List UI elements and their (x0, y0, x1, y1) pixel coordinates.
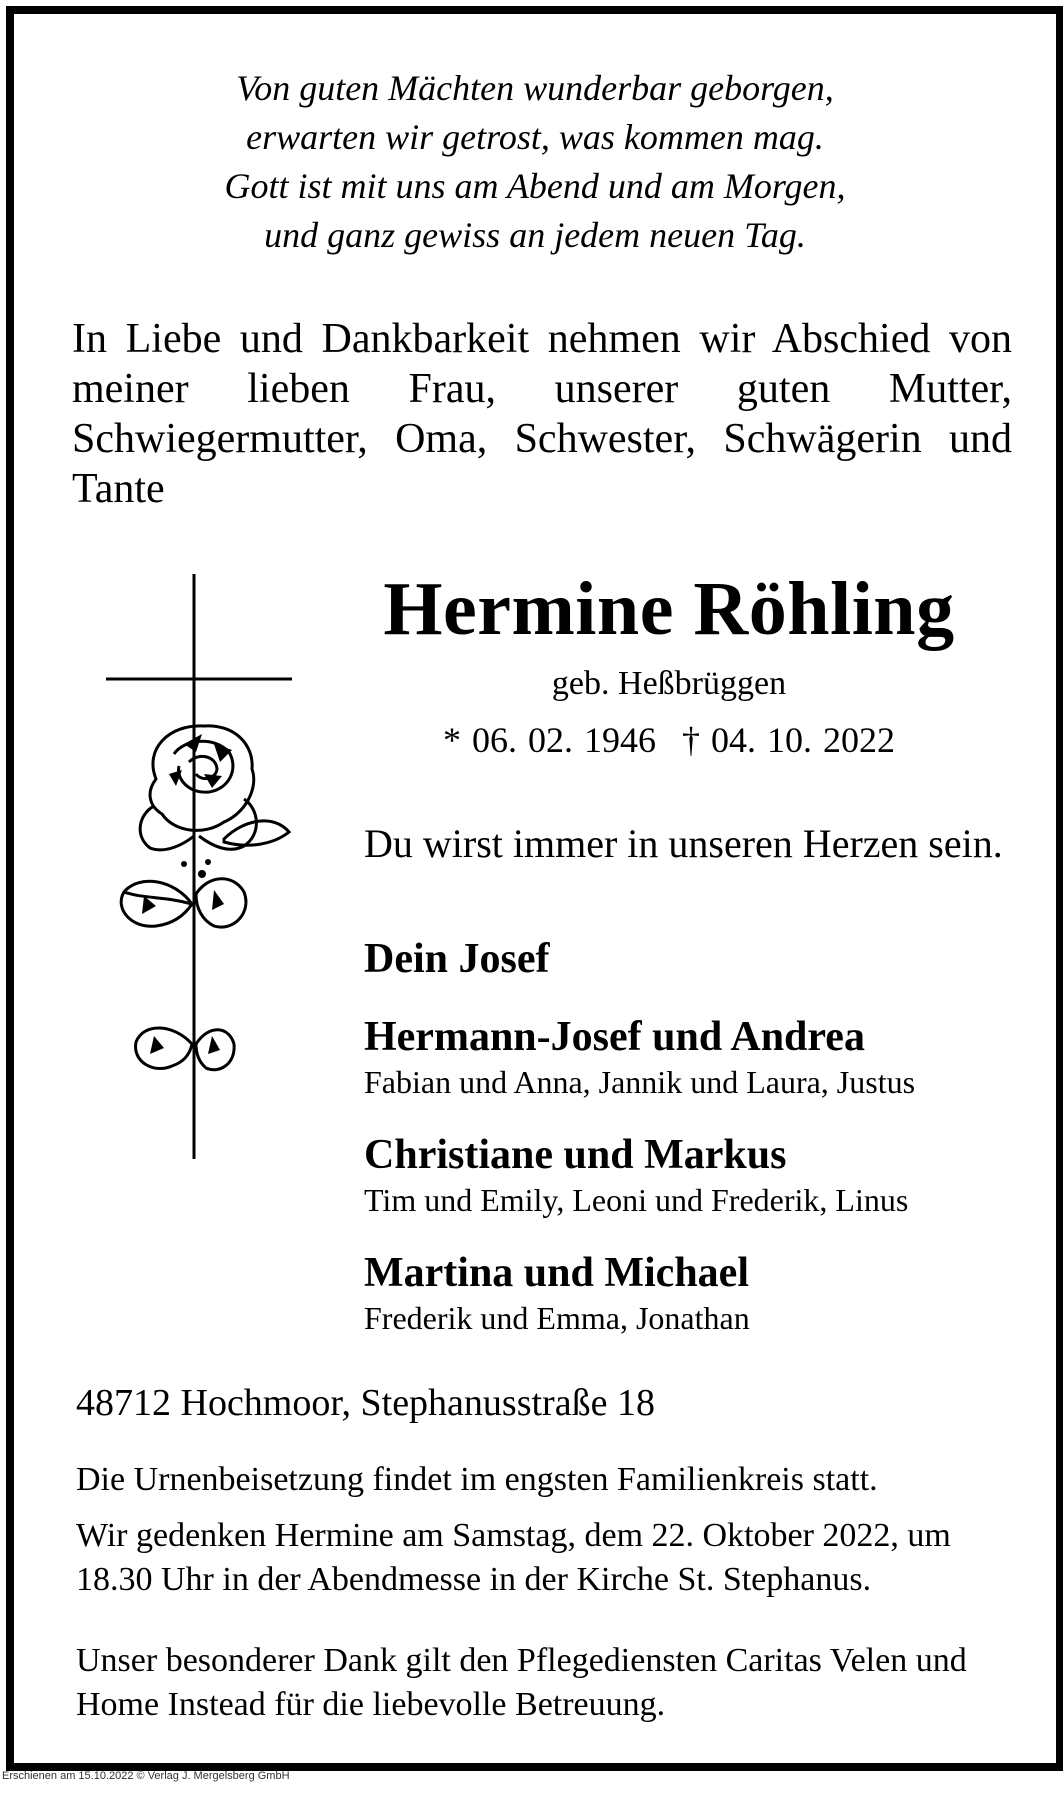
signature-group (364, 1012, 1024, 1102)
signature-children: Frederik und Emma, Jonathan (364, 1300, 750, 1336)
cross-rose-icon (84, 574, 334, 1164)
burial-note: Die Urnenbeisetzung findet im engsten Familienkreis statt. (76, 1461, 878, 1498)
signature-children: Fabian und Anna, Jannik und Laura, Justus (364, 1064, 916, 1100)
poem-line: Von guten Mächten wunderbar geborgen, (236, 68, 834, 108)
obituary-frame (6, 6, 1063, 1771)
signature-children: Tim und Emily, Leoni und Frederik, Linus (364, 1182, 909, 1218)
signature-group (364, 1130, 1024, 1220)
signature-group (364, 934, 1024, 984)
thanks-note: Unser besonderer Dank gilt den Pflegediensten Caritas Velen und Home Instead für die liebevolle Betreuung. (76, 1642, 967, 1723)
birth-date: * 06. 02. 1946 (443, 720, 656, 760)
signature-name: Martina und Michael (364, 1250, 749, 1296)
poem (14, 64, 1056, 260)
poem-line: Gott ist mit uns am Abend und am Morgen, (224, 166, 846, 206)
address: 48712 Hochmoor, Stephanusstraße 18 (76, 1382, 655, 1424)
memorial-quote: Du wirst immer in unseren Herzen sein. (364, 821, 1003, 866)
death-date: † 04. 10. 2022 (682, 720, 895, 760)
life-dates (354, 718, 984, 762)
poem-line: erwarten wir getrost, was kommen mag. (246, 117, 824, 157)
signature-group (364, 1248, 1024, 1338)
publication-footer: Erschienen am 15.10.2022 © Verlag J. Mergelsberg GmbH (2, 1770, 290, 1782)
signature-name: Christiane und Markus (364, 1132, 787, 1178)
deceased-name: Hermine Röhling (383, 567, 955, 651)
signature-name: Dein Josef (364, 936, 550, 982)
memorial-service-note: Wir gedenken Hermine am Samstag, dem 22. Oktober 2022, um 18.30 Uhr in der Abendmesse in der Kirche St. Stephanus. (76, 1517, 951, 1598)
intro-text: In Liebe und Dankbarkeit nehmen wir Abschied von meiner lieben Frau, unserer guten Mutter, Schwiegermutter, Oma, Schwester, Schwägerin und Tante (72, 316, 1012, 512)
signature-name: Hermann-Josef und Andrea (364, 1014, 865, 1060)
poem-line: und ganz gewiss an jedem neuen Tag. (264, 215, 806, 255)
birth-name: geb. Heßbrüggen (551, 665, 787, 702)
